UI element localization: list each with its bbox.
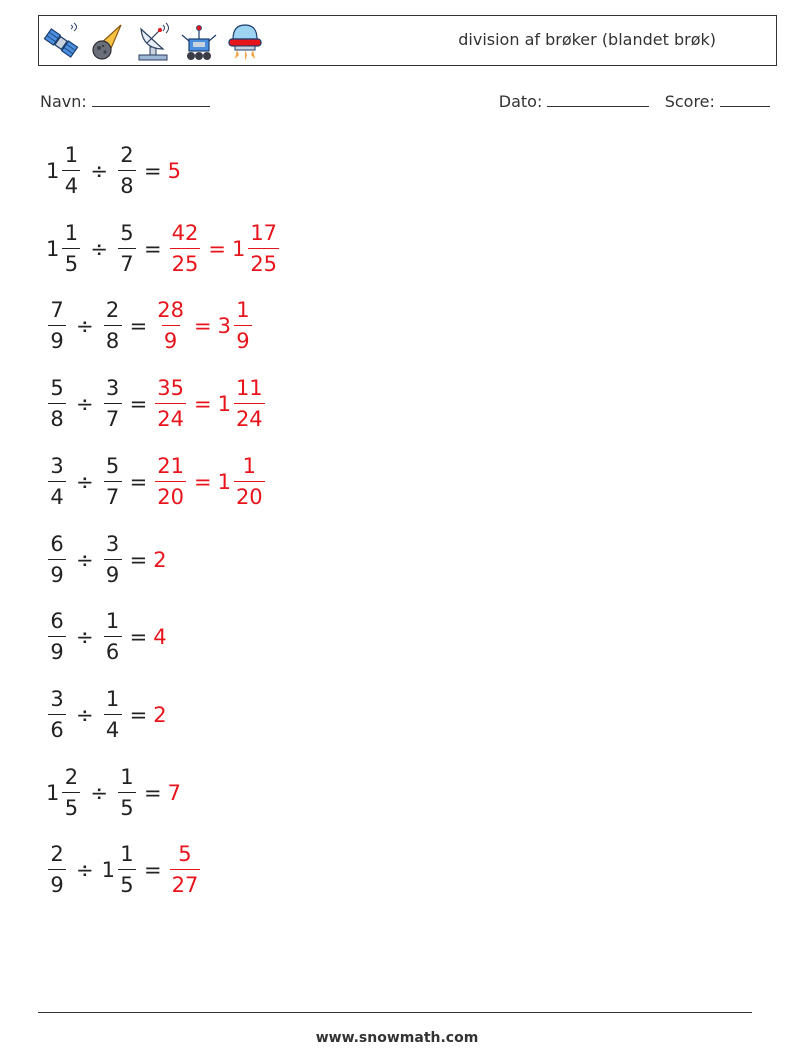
- denominator: 24: [155, 403, 186, 430]
- satellite-dish-icon: [133, 19, 173, 63]
- fraction: [170, 220, 201, 276]
- fraction: [48, 531, 66, 587]
- fraction: [104, 686, 122, 742]
- denominator: 9: [48, 559, 66, 586]
- dividend: [46, 145, 82, 197]
- problem-row: [46, 447, 267, 517]
- numerator: 5: [105, 453, 120, 478]
- numerator: 1: [236, 298, 250, 323]
- denominator: 25: [170, 248, 201, 275]
- answer: [218, 300, 254, 352]
- problem-row: [46, 835, 202, 905]
- denominator: 9: [104, 559, 122, 586]
- equals-sign: =: [193, 469, 212, 494]
- equals-sign: =: [129, 702, 148, 727]
- fraction: [118, 764, 136, 820]
- dividend: [46, 220, 82, 276]
- fraction: [48, 844, 66, 896]
- numerator: 17: [250, 220, 278, 245]
- fraction: [62, 220, 80, 276]
- denominator: 8: [48, 403, 66, 430]
- denominator: 4: [62, 170, 80, 197]
- numerator: 2: [50, 842, 64, 867]
- divide-sign: ÷: [90, 236, 108, 261]
- numerator: 3: [50, 453, 64, 478]
- numerator: 42: [171, 220, 199, 245]
- numerator: 3: [105, 376, 120, 401]
- date-score-fields: [499, 92, 770, 111]
- equals-sign: =: [208, 236, 226, 261]
- fraction: [104, 300, 122, 352]
- fraction: [62, 145, 80, 197]
- denominator: 24: [234, 403, 265, 430]
- answer: [168, 220, 203, 276]
- dividend: [46, 453, 68, 509]
- numerator: 21: [157, 453, 184, 478]
- denominator: 9: [162, 325, 180, 352]
- fraction: [234, 378, 265, 430]
- score-blank[interactable]: [720, 92, 770, 107]
- header-icons: [41, 19, 265, 63]
- whole-number: 5: [167, 159, 181, 183]
- numerator: 1: [242, 453, 256, 478]
- name-blank[interactable]: [92, 92, 210, 107]
- whole-number: 7: [167, 780, 181, 805]
- answer: [153, 548, 167, 572]
- numerator: 7: [50, 298, 64, 323]
- divide-sign: ÷: [76, 702, 94, 727]
- denominator: 5: [118, 869, 136, 896]
- fraction: [104, 453, 122, 509]
- whole-number: 1: [101, 858, 115, 883]
- problem-row: [46, 680, 168, 750]
- fraction: [104, 378, 122, 430]
- whole-number: 1: [46, 780, 60, 805]
- rover-icon: [179, 19, 219, 63]
- problem-row: [46, 602, 168, 672]
- fraction: [48, 300, 66, 352]
- equals-sign: =: [129, 625, 148, 650]
- divide-sign: ÷: [76, 547, 94, 572]
- divisor: [102, 844, 138, 896]
- fraction: [48, 378, 66, 430]
- denominator: 9: [48, 325, 66, 352]
- answer: [153, 453, 188, 509]
- divisor: [116, 145, 138, 197]
- fraction: [48, 611, 66, 663]
- divide-sign: ÷: [76, 392, 94, 417]
- numerator: 1: [105, 686, 120, 711]
- whole-number: 4: [153, 625, 167, 650]
- denominator: 8: [118, 170, 136, 197]
- denominator: 6: [48, 714, 66, 741]
- score-label: Score:: [664, 92, 715, 111]
- numerator: 1: [64, 220, 79, 245]
- divide-sign: ÷: [76, 625, 94, 650]
- whole-number: 1: [231, 236, 246, 261]
- fraction: [48, 453, 66, 509]
- fraction: [118, 145, 136, 197]
- problem-row: [46, 214, 281, 284]
- fraction: [234, 300, 252, 352]
- dividend: [46, 611, 68, 663]
- denominator: 7: [118, 248, 136, 275]
- divisor: [116, 220, 138, 276]
- fraction: [104, 531, 122, 587]
- divide-sign: ÷: [90, 159, 108, 183]
- whole-number: 3: [217, 314, 231, 339]
- denominator: 20: [155, 481, 186, 508]
- numerator: 2: [105, 298, 120, 323]
- numerator: 5: [50, 376, 64, 401]
- answer: [153, 703, 167, 727]
- denominator: 7: [104, 481, 122, 508]
- worksheet-title: division af brøker (blandet brøk): [458, 30, 716, 49]
- equals-sign: =: [193, 392, 212, 417]
- fraction: [155, 300, 186, 352]
- worksheet-header: [38, 15, 777, 66]
- answer: [168, 159, 182, 183]
- whole-number: 2: [153, 547, 167, 572]
- equals-sign: =: [143, 780, 162, 805]
- numerator: 35: [157, 376, 184, 401]
- denominator: 7: [104, 403, 122, 430]
- problem-row: [46, 758, 182, 828]
- numerator: 3: [105, 531, 120, 556]
- dividend: [46, 844, 68, 896]
- equals-sign: =: [143, 159, 162, 183]
- fraction: [155, 378, 186, 430]
- denominator: 9: [48, 636, 66, 663]
- name-label: Navn:: [40, 92, 87, 111]
- equals-sign: =: [143, 236, 162, 261]
- equals-sign: =: [129, 469, 148, 494]
- answer: [153, 378, 188, 430]
- divisor: [102, 453, 124, 509]
- equals-sign: =: [129, 314, 148, 339]
- dividend: [46, 300, 68, 352]
- whole-number: 1: [46, 236, 60, 261]
- denominator: 27: [170, 869, 201, 896]
- dividend: [46, 378, 68, 430]
- answer: [168, 844, 203, 896]
- denominator: 9: [234, 325, 252, 352]
- whole-number: 1: [217, 469, 231, 494]
- denominator: 8: [104, 325, 122, 352]
- denominator: 6: [104, 636, 122, 663]
- problem-row: [46, 369, 267, 439]
- denominator: 5: [118, 792, 136, 819]
- equals-sign: =: [193, 314, 212, 339]
- answer: [153, 625, 167, 649]
- numerator: 1: [120, 842, 134, 867]
- denominator: 20: [234, 481, 265, 508]
- ufo-icon: [225, 19, 265, 63]
- divide-sign: ÷: [76, 314, 94, 339]
- numerator: 2: [64, 764, 79, 789]
- numerator: 1: [64, 143, 79, 167]
- denominator: 4: [48, 481, 66, 508]
- denominator: 5: [62, 248, 80, 275]
- equals-sign: =: [129, 547, 148, 572]
- divisor: [102, 531, 124, 587]
- divisor: [102, 378, 124, 430]
- denominator: 9: [48, 869, 66, 896]
- dividend: [46, 531, 68, 587]
- numerator: 6: [50, 531, 64, 556]
- numerator: 6: [50, 609, 64, 634]
- answer: [218, 378, 267, 430]
- fraction: [118, 220, 136, 276]
- dividend: [46, 764, 82, 820]
- comet-icon: [87, 19, 127, 63]
- denominator: 25: [248, 248, 279, 275]
- numerator: 11: [235, 376, 263, 401]
- whole-number: 1: [46, 159, 60, 183]
- divisor: [116, 764, 138, 820]
- fraction: [170, 844, 201, 896]
- numerator: 5: [120, 220, 134, 245]
- problem-row: [46, 525, 168, 595]
- footer-divider: [38, 1012, 752, 1013]
- numerator: 2: [120, 143, 134, 167]
- equals-sign: =: [143, 858, 162, 883]
- problem-row: [46, 291, 254, 361]
- problem-row: [46, 136, 182, 206]
- answer: [153, 300, 188, 352]
- dividend: [46, 686, 68, 742]
- fraction: [234, 453, 265, 509]
- numerator: 1: [105, 609, 120, 634]
- numerator: 1: [120, 764, 134, 789]
- divide-sign: ÷: [76, 858, 94, 883]
- answer: [231, 220, 281, 276]
- divisor: [102, 611, 124, 663]
- divide-sign: ÷: [90, 780, 108, 805]
- numerator: 3: [50, 686, 64, 711]
- date-label: Dato:: [498, 92, 543, 111]
- divisor: [102, 300, 124, 352]
- footer-url: www.snowmath.com: [315, 1030, 479, 1046]
- fraction: [248, 220, 279, 276]
- denominator: 5: [62, 792, 80, 819]
- fraction: [62, 764, 80, 820]
- numerator: 28: [157, 298, 184, 323]
- fraction: [48, 686, 66, 742]
- equals-sign: =: [129, 392, 148, 417]
- denominator: 4: [104, 714, 122, 741]
- divide-sign: ÷: [76, 469, 94, 494]
- date-blank[interactable]: [547, 92, 649, 107]
- fraction: [118, 844, 136, 896]
- answer: [217, 453, 267, 509]
- answer: [168, 781, 182, 805]
- fraction: [155, 453, 186, 509]
- whole-number: 2: [153, 702, 167, 727]
- divisor: [102, 686, 124, 742]
- whole-number: 1: [217, 392, 231, 417]
- name-field: [40, 92, 210, 111]
- numerator: 5: [178, 842, 192, 867]
- satellite-icon: [41, 19, 81, 63]
- fraction: [104, 611, 122, 663]
